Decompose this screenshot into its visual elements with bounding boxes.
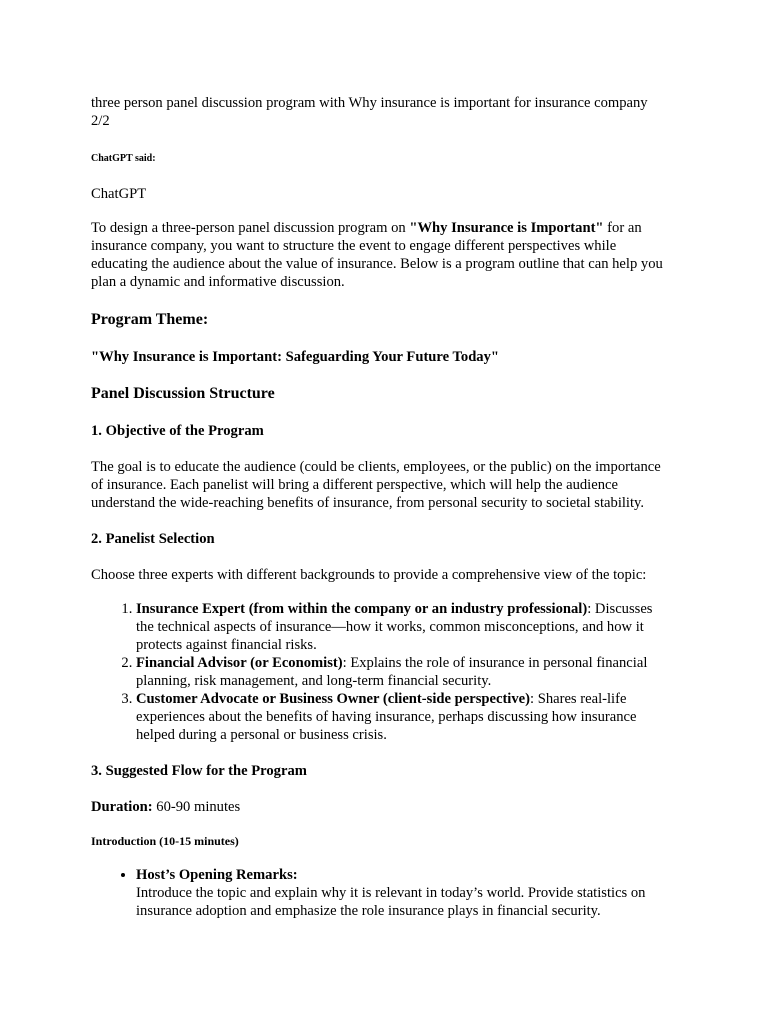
objective-text: The goal is to educate the audience (could be clients, employees, or the public) on the importance of insurance. Each panelist will bring a different perspective, which will help the audience understand the wide-reaching benefits of insurance, from personal security to societal stability. — [91, 459, 661, 511]
panelist-text: Choose three experts with different backgrounds to provide a comprehensive view of the topic: — [91, 567, 647, 583]
objective-heading: 1. Objective of the Program — [91, 423, 264, 439]
program-theme-title: "Why Insurance is Important: Safeguarding Your Future Today" — [91, 349, 500, 365]
panelist-desc: : Discusses the technical aspects of insurance—how it works, common misconceptions, and how it protects against financial risks. — [136, 601, 653, 653]
bullet-title: Host’s Opening Remarks: — [136, 867, 298, 883]
panelist-title: Financial Advisor (or Economist) — [136, 655, 343, 671]
prompt-version: 2/2 — [91, 113, 110, 129]
panelist-title: Insurance Expert (from within the company or an industry professional) — [136, 601, 588, 617]
intro-bullet-list — [91, 866, 672, 920]
panelist-heading: 2. Panelist Selection — [91, 531, 215, 547]
intro-pre: To design a three-person panel discussion program on — [91, 220, 410, 236]
user-prompt — [91, 94, 672, 130]
list-item — [136, 600, 672, 654]
panelist-desc: : Explains the role of insurance in personal financial planning, risk management, and long-term financial security. — [136, 655, 648, 689]
author-name: ChatGPT — [91, 186, 147, 202]
intro-bold: "Why Insurance is Important" — [409, 220, 604, 236]
program-theme-heading: Program Theme: — [91, 311, 209, 328]
intro-section-heading: Introduction (10-15 minutes) — [91, 834, 239, 848]
duration-label: Duration: — [91, 799, 153, 815]
duration-value: 60-90 minutes — [152, 799, 241, 815]
prompt-text: three person panel discussion program with Why insurance is important for insurance company — [91, 95, 648, 111]
flow-heading: 3. Suggested Flow for the Program — [91, 763, 307, 779]
bullet-desc: Introduce the topic and explain why it is relevant in today’s world. Provide statistics on insurance adoption and emphasize the role insurance plays in financial security. — [136, 885, 646, 919]
list-item — [136, 866, 672, 920]
panelist-desc: : Shares real-life experiences about the benefits of having insurance, perhaps discussing how insurance helped during a personal or business crisis. — [136, 691, 637, 743]
panelist-list — [91, 600, 672, 744]
panelist-title: Customer Advocate or Business Owner (client-side perspective) — [136, 691, 530, 707]
intro-paragraph — [91, 219, 672, 291]
list-item — [136, 654, 672, 690]
structure-heading: Panel Discussion Structure — [91, 385, 275, 402]
intro-post: for an insurance company, you want to structure the event to engage different perspectives while educating the audience about the value of insurance. Below is a program outline that can help you plan a dynamic and informative discussion. — [91, 220, 663, 290]
list-item — [136, 690, 672, 744]
duration-line — [91, 798, 672, 816]
said-label: ChatGPT said: — [91, 153, 156, 164]
